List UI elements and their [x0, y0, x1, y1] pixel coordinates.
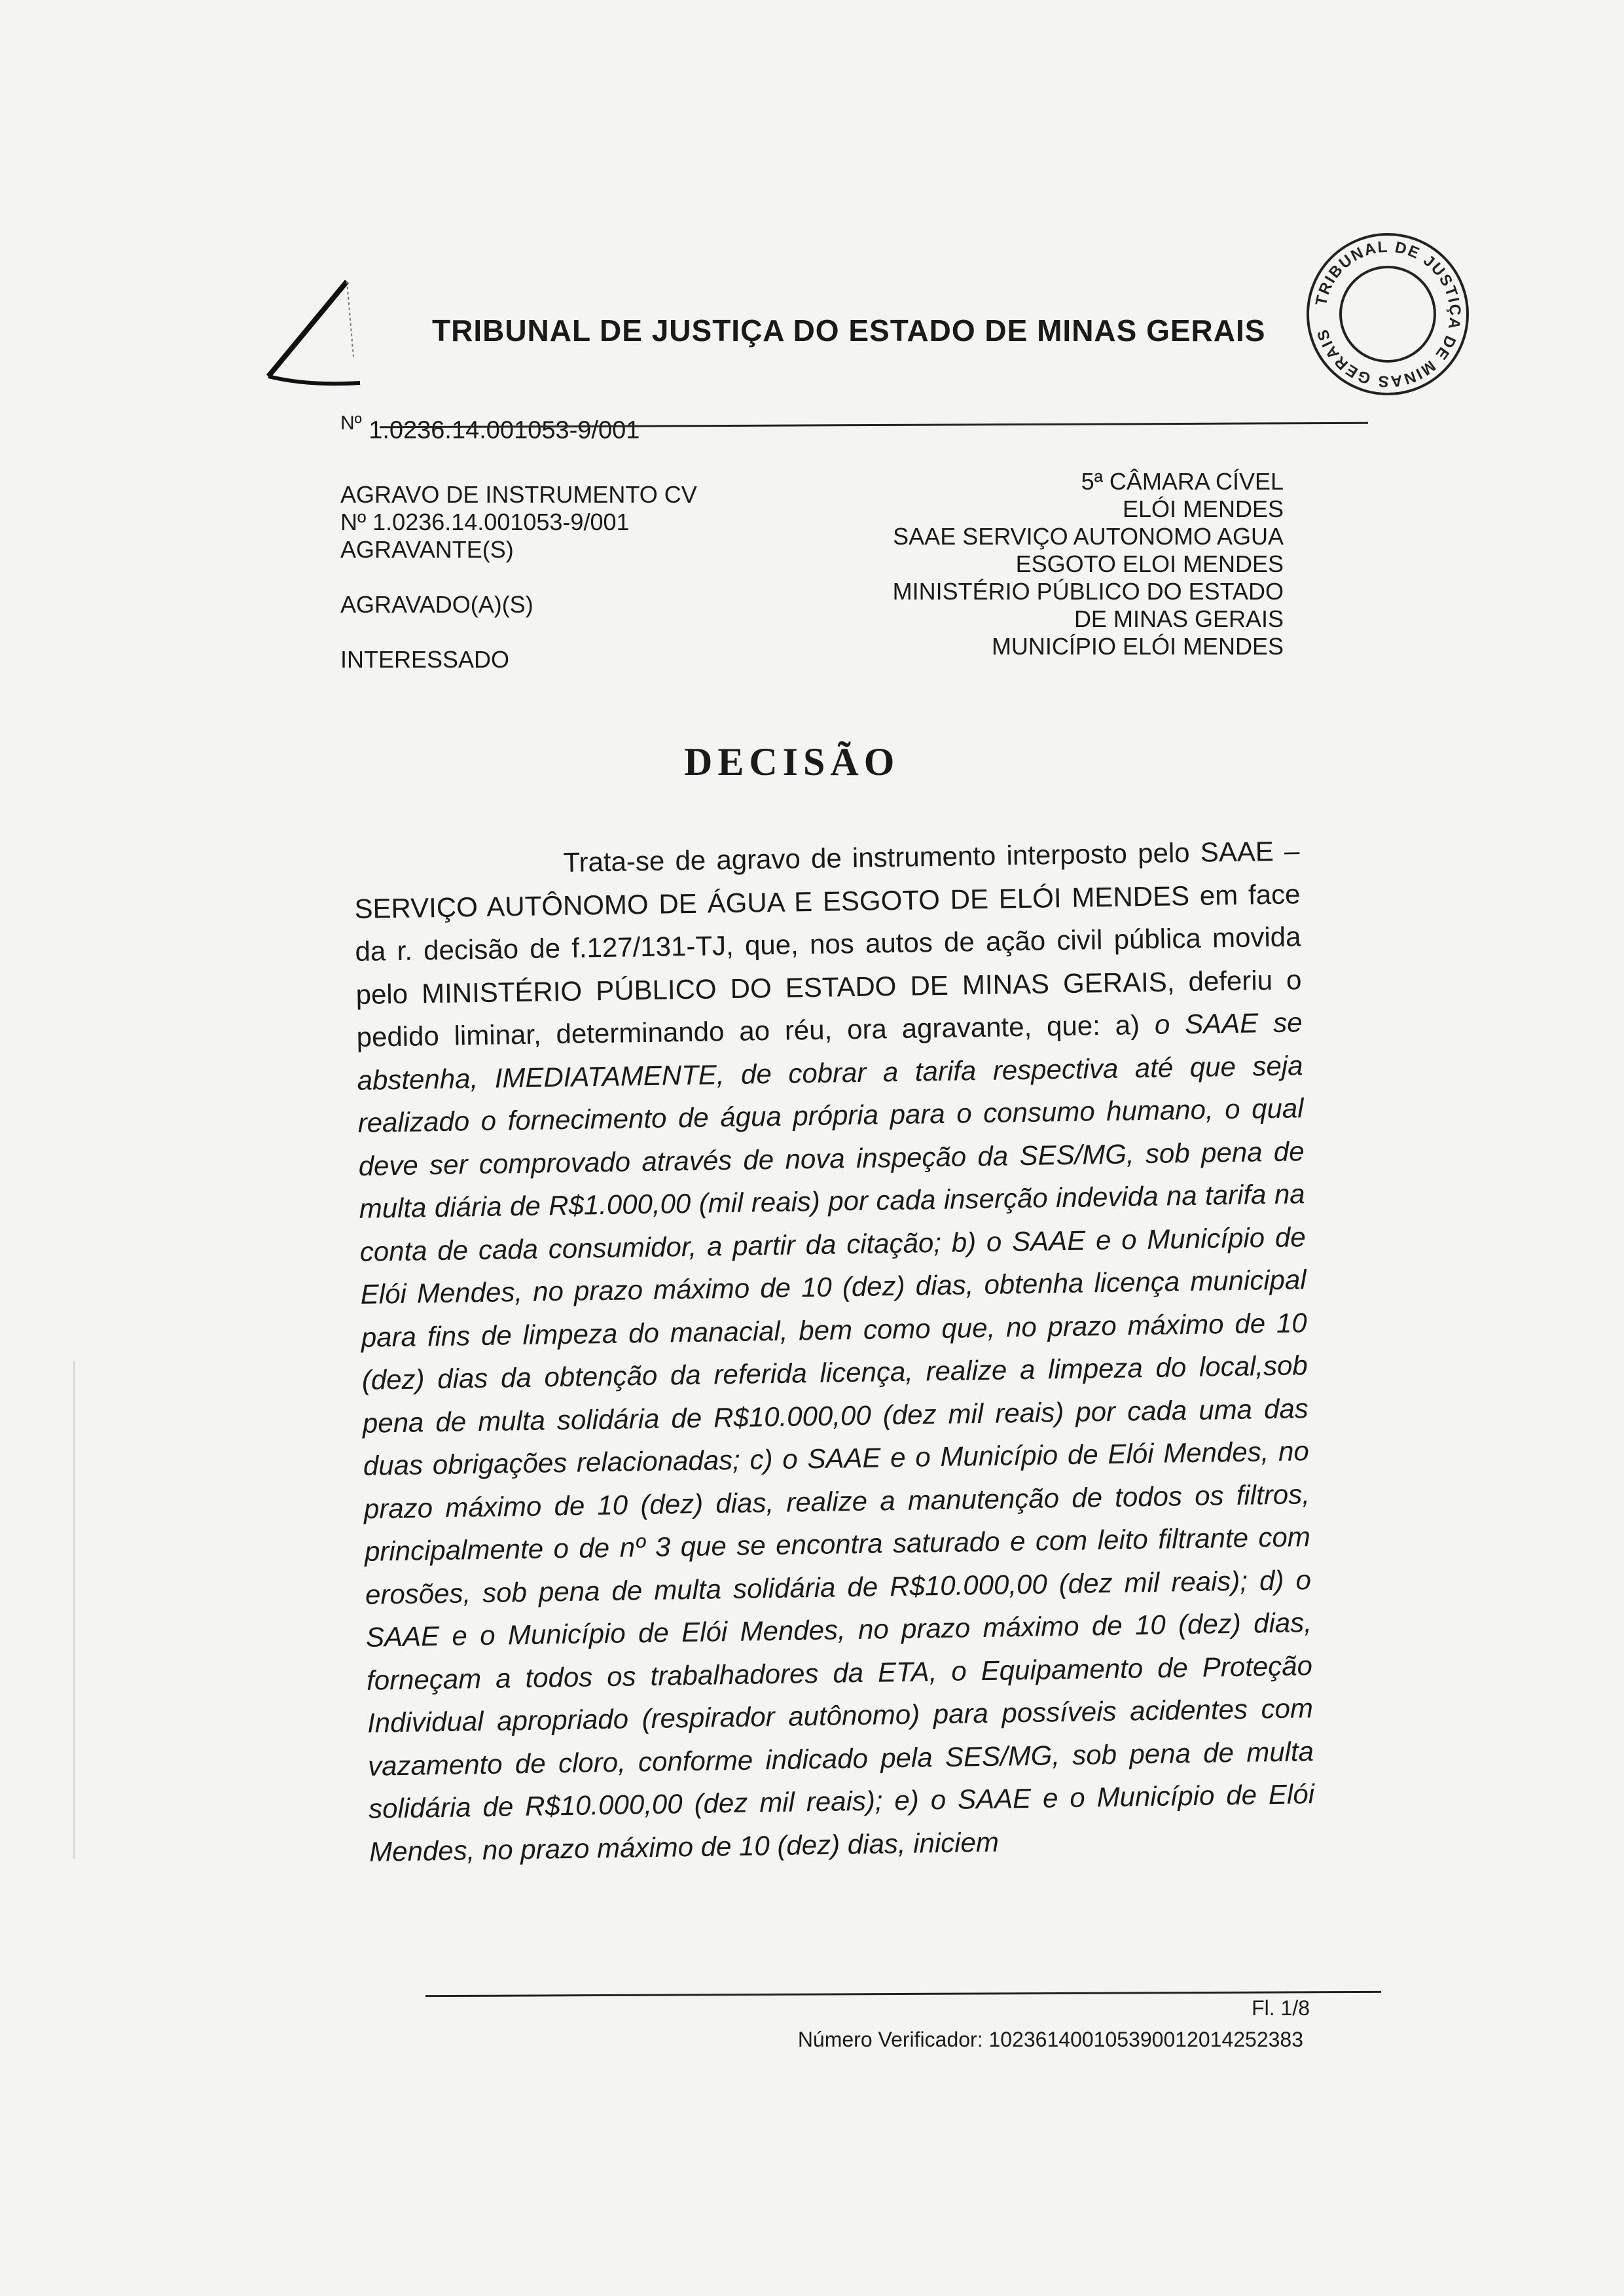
parties-values — [893, 468, 1284, 660]
verifier-number: 10236140010539001201425238​3 — [988, 2028, 1303, 2051]
svg-text:TRIBUNAL DE JUSTIÇA DE MINAS G: TRIBUNAL DE JUSTIÇA DE MINAS GERAIS — [1312, 238, 1464, 391]
parties-left-line: AGRAVO DE INSTRUMENTO CV — [340, 481, 697, 508]
document-title: DECISÃO — [684, 740, 900, 783]
decision-body — [353, 829, 1316, 1873]
verifier-label: Número Verificador: — [797, 2028, 983, 2051]
footer-divider — [425, 1991, 1381, 1997]
parties-left-line: AGRAVANTE(S) — [340, 536, 514, 563]
parties-right-line: SAAE SERVIÇO AUTONOMO AGUA — [893, 523, 1284, 550]
parties-left-line: Nº 1.0236.14.001053-9/001 — [340, 509, 630, 535]
scan-artifact — [73, 1361, 75, 1859]
parties-right-line: MUNICÍPIO ELÓI MENDES — [991, 633, 1284, 660]
paragraph-indent — [354, 872, 564, 875]
verifier — [798, 2028, 1303, 2052]
court-title: TRIBUNAL DE JUSTIÇA DO ESTADO DE MINAS GERAIS — [432, 314, 1266, 348]
parties-labels — [340, 481, 697, 673]
parties-left-line: INTERESSADO — [340, 646, 510, 673]
body-text-normal: Trata-se de agravo de instrumento interposto pelo SAAE – SERVIÇO AUTÔNOMO DE ÁGUA E ESGOTO DE ELÓI MENDES em face da r. decisão de f.127/131-TJ, que, nos autos de ação civil pública movida pelo MINISTÉRIO PÚBLICO DO ESTADO DE MINAS GERAIS, deferiu o pedido liminar, determinando ao réu, ora agravante, que: a) — [354, 835, 1302, 1052]
process-number-value: 1.0236.14.001053-9/001 — [369, 416, 640, 444]
court-logo-icon — [249, 278, 367, 389]
parties-right-line: MINISTÉRIO PÚBLICO DO ESTADO — [892, 578, 1284, 605]
process-number — [340, 412, 640, 445]
body-text-italic: o SAAE se abstenha, IMEDIATAMENTE, de cobrar a tarifa respectiva até que seja realizado o fornecimento de água própria para o consumo humano, o qual deve ser comprovado através de nova inspeção da SES/MG, sob pena de multa diária de R$1.000,00 (mil reais) por cada inserção indevida na tarifa na conta de cada consumidor, a partir da citação; b) o SAAE e o Município de Elói Mendes, no prazo máximo de 10 (dez) dias, obtenha licença municipal para fins de limpeza do manacial, bem como que, no prazo máximo de 10 (dez) dias da obtenção da referida licença, realize a limpeza do local,sob pena de multa solidária de R$10.000,00 (dez mil reais) por cada uma das duas obrigações relacionadas; c) o SAAE e o Município de Elói Mendes, no prazo máximo de 10 (dez) dias, realize a manutenção de todos os filtros, principalmente o de nº 3 que se encontra saturado e com leito filtrante com erosões, sob pena de multa solidária de R$10.000,00 (dez mil reais); d) o SAAE e o Município de Elói Mendes, no prazo máximo de 10 (dez) dias, forneçam a todos os trabalhadores da ETA, o Equipamento de Proteção Individual apropriado (respirador autônomo) para possíveis acidentes com vazamento de cloro, conforme indicado pela SES/MG, sob pena de multa solidária de R$10.000,00 (dez mil reais); e) o SAAE e o Município de Elói Mendes, no prazo máximo de 10 (dez) dias, iniciem — [357, 1007, 1315, 1867]
parties-left-line: AGRAVADO(A)(S) — [340, 591, 533, 618]
court-seal-icon — [1303, 229, 1473, 399]
page-number: Fl. 1/8 — [1252, 1996, 1310, 2020]
parties-right-line: 5ª CÂMARA CÍVEL — [1081, 468, 1284, 495]
parties-right-line: DE MINAS GERAIS — [1074, 605, 1284, 632]
parties-right-line: ELÓI MENDES — [1122, 495, 1284, 522]
process-number-prefix: Nº — [340, 412, 362, 434]
parties-left-spacer — [340, 619, 697, 646]
parties-right-line: ESGOTO ELOI MENDES — [1015, 550, 1284, 577]
parties-left-spacer — [340, 564, 697, 591]
